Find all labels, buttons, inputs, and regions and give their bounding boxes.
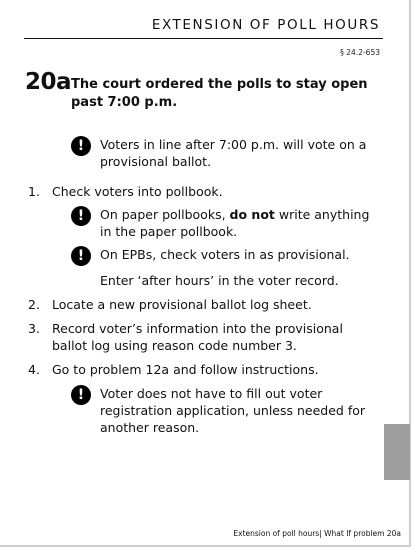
registration-note: [71, 385, 366, 436]
code-citation: § 24.2-653: [340, 48, 380, 57]
page-footer: Extension of poll hours| What If problem 20a: [233, 529, 401, 538]
note-text-part: On paper pollbooks,: [100, 207, 230, 222]
problem-number: 20a: [25, 69, 72, 95]
registration-note-text: Voter does not have to fill out voter registration application, unless needed for another reason.: [100, 386, 366, 435]
intro-note: [71, 136, 371, 170]
exclamation-circle-icon: !: [71, 206, 91, 226]
step-3: [28, 320, 373, 354]
paper-pollbook-note: [71, 206, 381, 240]
step-text: Record voter’s information into the provisional ballot log using reason code number 3.: [52, 321, 343, 353]
intro-note-text: Voters in line after 7:00 p.m. will vote on a provisional ballot.: [100, 137, 367, 169]
problem-title: The court ordered the polls to stay open past 7:00 p.m.: [71, 77, 368, 110]
step-text: Check voters into pollbook.: [52, 184, 223, 199]
step-4: [28, 361, 319, 378]
step-text: Locate a new provisional ballot log sheet.: [52, 297, 312, 312]
epb-note: [71, 246, 381, 266]
header-title: EXTENSION OF POLL HOURS: [151, 17, 380, 33]
step-number: 1.: [28, 184, 40, 199]
exclamation-circle-icon: !: [71, 136, 91, 156]
step-1: [28, 183, 223, 200]
epb-note-text: On EPBs, check voters in as provisional.: [100, 247, 350, 262]
exclamation-circle-icon: !: [71, 385, 91, 405]
step-number: 2.: [28, 297, 40, 312]
step-2: [28, 296, 312, 313]
paper-pollbook-note-text: [100, 206, 381, 240]
header-rule: [24, 38, 383, 39]
step-text: Go to problem 12a and follow instructions.: [52, 362, 319, 377]
step-number: 3.: [28, 321, 40, 336]
exclamation-circle-icon: !: [71, 246, 91, 266]
note-text-part: write anything in the paper pollbook.: [100, 207, 370, 239]
scrollbar-thumb[interactable]: [384, 424, 410, 480]
after-hours-instruction: Enter ‘after hours’ in the voter record.: [100, 273, 339, 288]
note-emphasis: do not: [229, 207, 275, 222]
step-number: 4.: [28, 362, 40, 377]
